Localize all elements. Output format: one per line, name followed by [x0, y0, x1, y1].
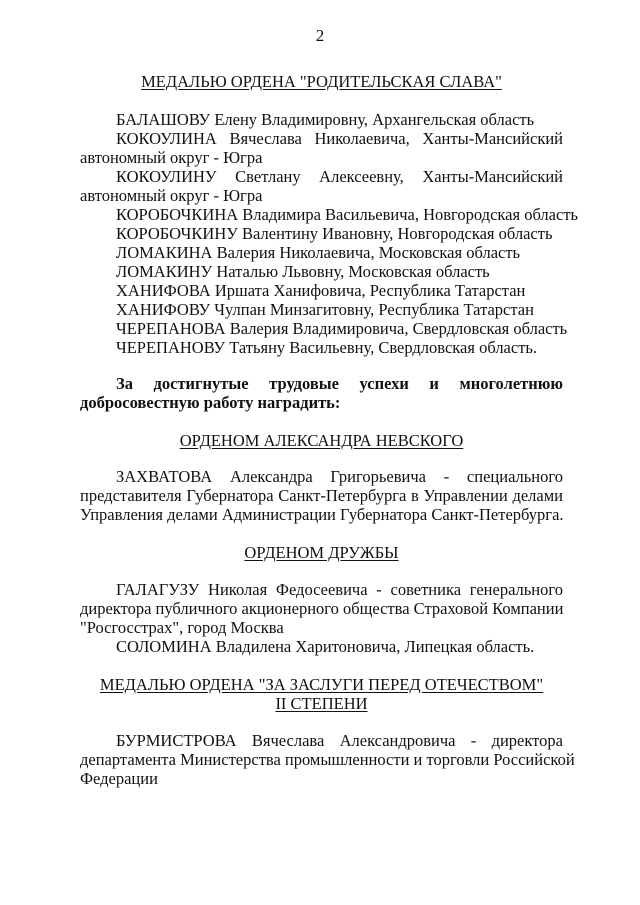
intro-line: добросовестную работу наградить: [80, 393, 341, 412]
award-line: Управления делами Администрации Губернатора Санкт-Петербурга. [80, 505, 564, 524]
award-line: ЛОМАКИНУ Наталью Львовну, Московская область [116, 262, 490, 281]
award-line: представителя Губернатора Санкт-Петербурга в Управлении делами [80, 486, 563, 505]
award-line: ЗАХВАТОВА Александра Григорьевича - специального [116, 467, 563, 486]
award-line: КОРОБОЧКИНУ Валентину Ивановну, Новгородская область [116, 224, 553, 243]
award-line: ЧЕРЕПАНОВУ Татьяну Васильевну, Свердловская область. [116, 338, 538, 357]
award-line: автономный округ - Югра [80, 186, 263, 205]
intro-line: За достигнутые трудовые успехи и многолетнюю [116, 374, 563, 393]
award-line: Федерации [80, 769, 158, 788]
award-line: департамента Министерства промышленности и торговли Российской [80, 750, 575, 769]
award-line: КОКОУЛИНА Вячеслава Николаевича, Ханты-Мансийский [116, 129, 563, 148]
award-line: ХАНИФОВУ Чулпан Минзагитовну, Республика Татарстан [116, 300, 534, 319]
heading-rodit-slava: МЕДАЛЬЮ ОРДЕНА "РОДИТЕЛЬСКАЯ СЛАВА" [141, 72, 502, 91]
award-line: ГАЛАГУЗУ Николая Федосеевича - советника генерального [116, 580, 563, 599]
award-line: БАЛАШОВУ Елену Владимировну, Архангельская область [116, 110, 535, 129]
heading-druzhby: ОРДЕНОМ ДРУЖБЫ [244, 543, 399, 562]
award-line: автономный округ - Югра [80, 148, 263, 167]
heading-za-zaslugi: МЕДАЛЬЮ ОРДЕНА "ЗА ЗАСЛУГИ ПЕРЕД ОТЕЧЕСТВОМ" [99, 675, 544, 694]
heading-za-zaslugi-degree: II СТЕПЕНИ [275, 694, 368, 713]
award-line: ХАНИФОВА Иршата Ханифовича, Республика Татарстан [116, 281, 526, 300]
award-line: БУРМИСТРОВА Вячеслава Александровича - директора [116, 731, 563, 750]
award-line: директора публичного акционерного общества Страховой Компании [80, 599, 564, 618]
award-line: ЛОМАКИНА Валерия Николаевича, Московская область [116, 243, 521, 262]
page-number: 2 [315, 26, 325, 45]
award-line: КОРОБОЧКИНА Владимира Васильевича, Новгородская область [116, 205, 579, 224]
heading-nevsky: ОРДЕНОМ АЛЕКСАНДРА НЕВСКОГО [179, 431, 464, 450]
award-line: "Росгосстрах", город Москва [80, 618, 284, 637]
award-line: СОЛОМИНА Владилена Харитоновича, Липецкая область. [116, 637, 535, 656]
award-line: КОКОУЛИНУ Светлану Алексеевну, Ханты-Мансийский [116, 167, 563, 186]
award-line: ЧЕРЕПАНОВА Валерия Владимировича, Свердловская область [116, 319, 568, 338]
